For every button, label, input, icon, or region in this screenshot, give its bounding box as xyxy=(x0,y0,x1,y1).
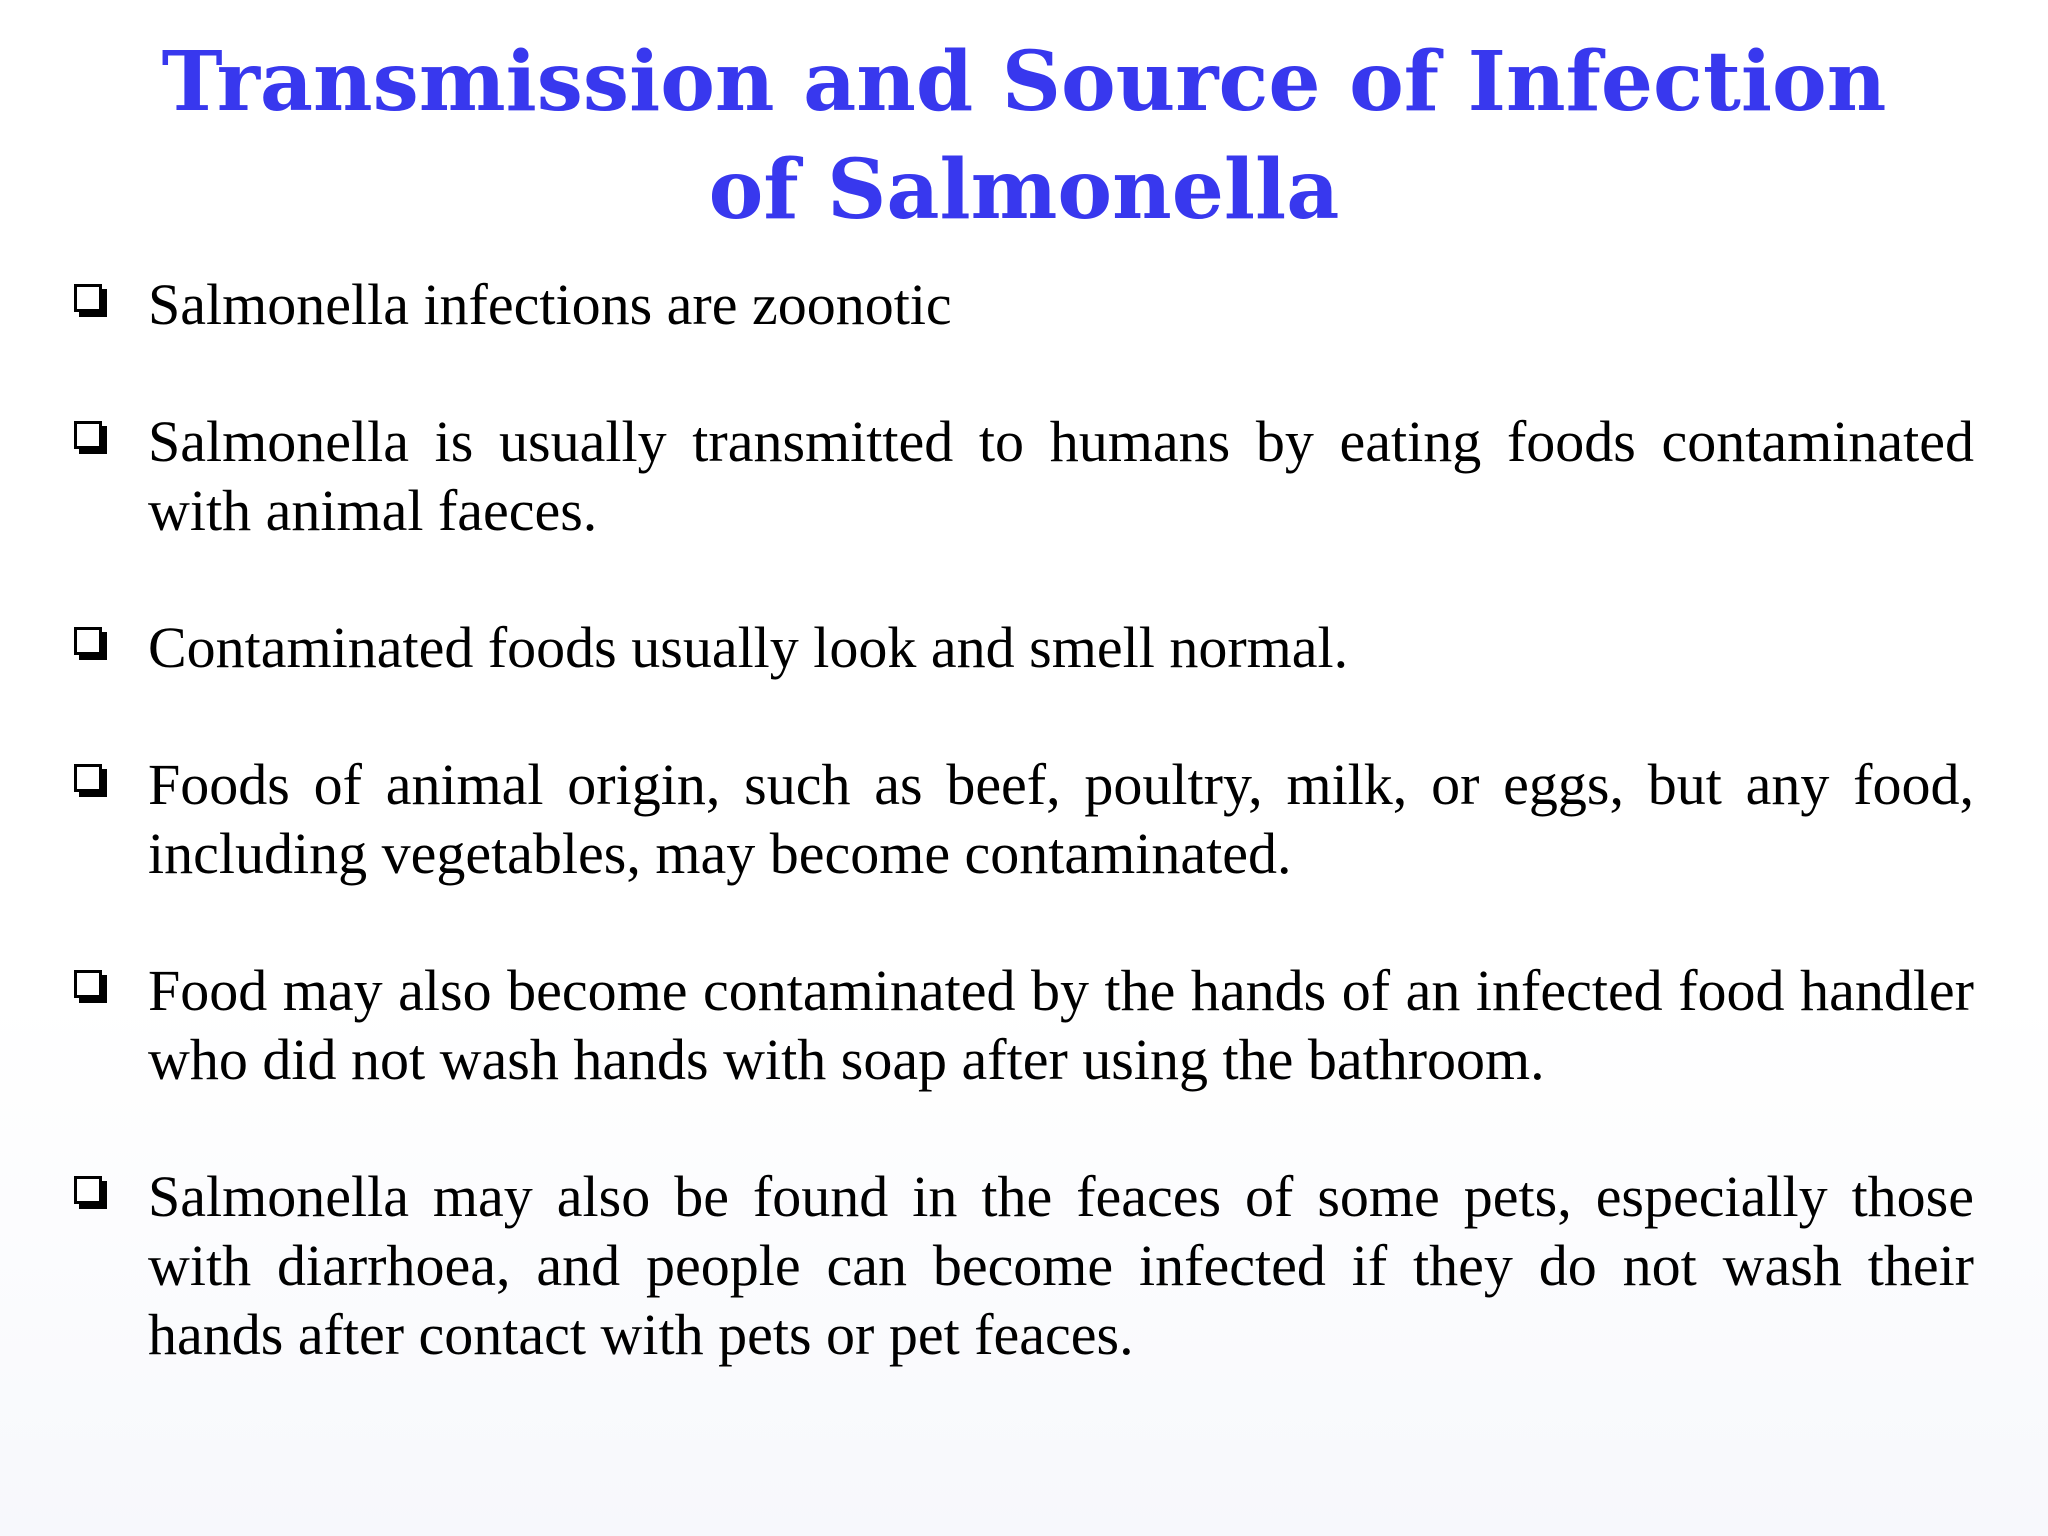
checkbox-icon xyxy=(74,627,102,655)
bullet-list xyxy=(74,270,1974,1437)
bullet-item xyxy=(74,270,1974,339)
bullet-item xyxy=(74,956,1974,1094)
bullet-text: Foods of animal origin, such as beef, poultry, milk, or eggs, but any food, including vegetables, may become contaminated. xyxy=(148,752,1974,886)
checkbox-icon xyxy=(74,764,102,792)
bullet-item xyxy=(74,613,1974,682)
bullet-item xyxy=(74,407,1974,545)
bullet-text: Salmonella is usually transmitted to humans by eating foods contaminated with animal faeces. xyxy=(148,409,1974,543)
checkbox-icon xyxy=(74,970,102,998)
slide-title: Transmission and Source of Infection of Salmonella xyxy=(161,34,1887,238)
checkbox-icon xyxy=(74,1176,102,1204)
checkbox-icon xyxy=(74,421,102,449)
bullet-item xyxy=(74,750,1974,888)
bullet-text: Food may also become contaminated by the hands of an infected food handler who did not wash hands with soap after using the bathroom. xyxy=(148,958,1974,1092)
bullet-text: Salmonella may also be found in the feaces of some pets, especially those with diarrhoea, and people can become infected if they do not wash their hands after contact with pets or pet feaces. xyxy=(148,1164,1974,1367)
checkbox-icon xyxy=(74,284,102,312)
bullet-text: Salmonella infections are zoonotic xyxy=(148,272,952,337)
bullet-item xyxy=(74,1162,1974,1369)
bullet-text: Contaminated foods usually look and smell normal. xyxy=(148,615,1349,680)
